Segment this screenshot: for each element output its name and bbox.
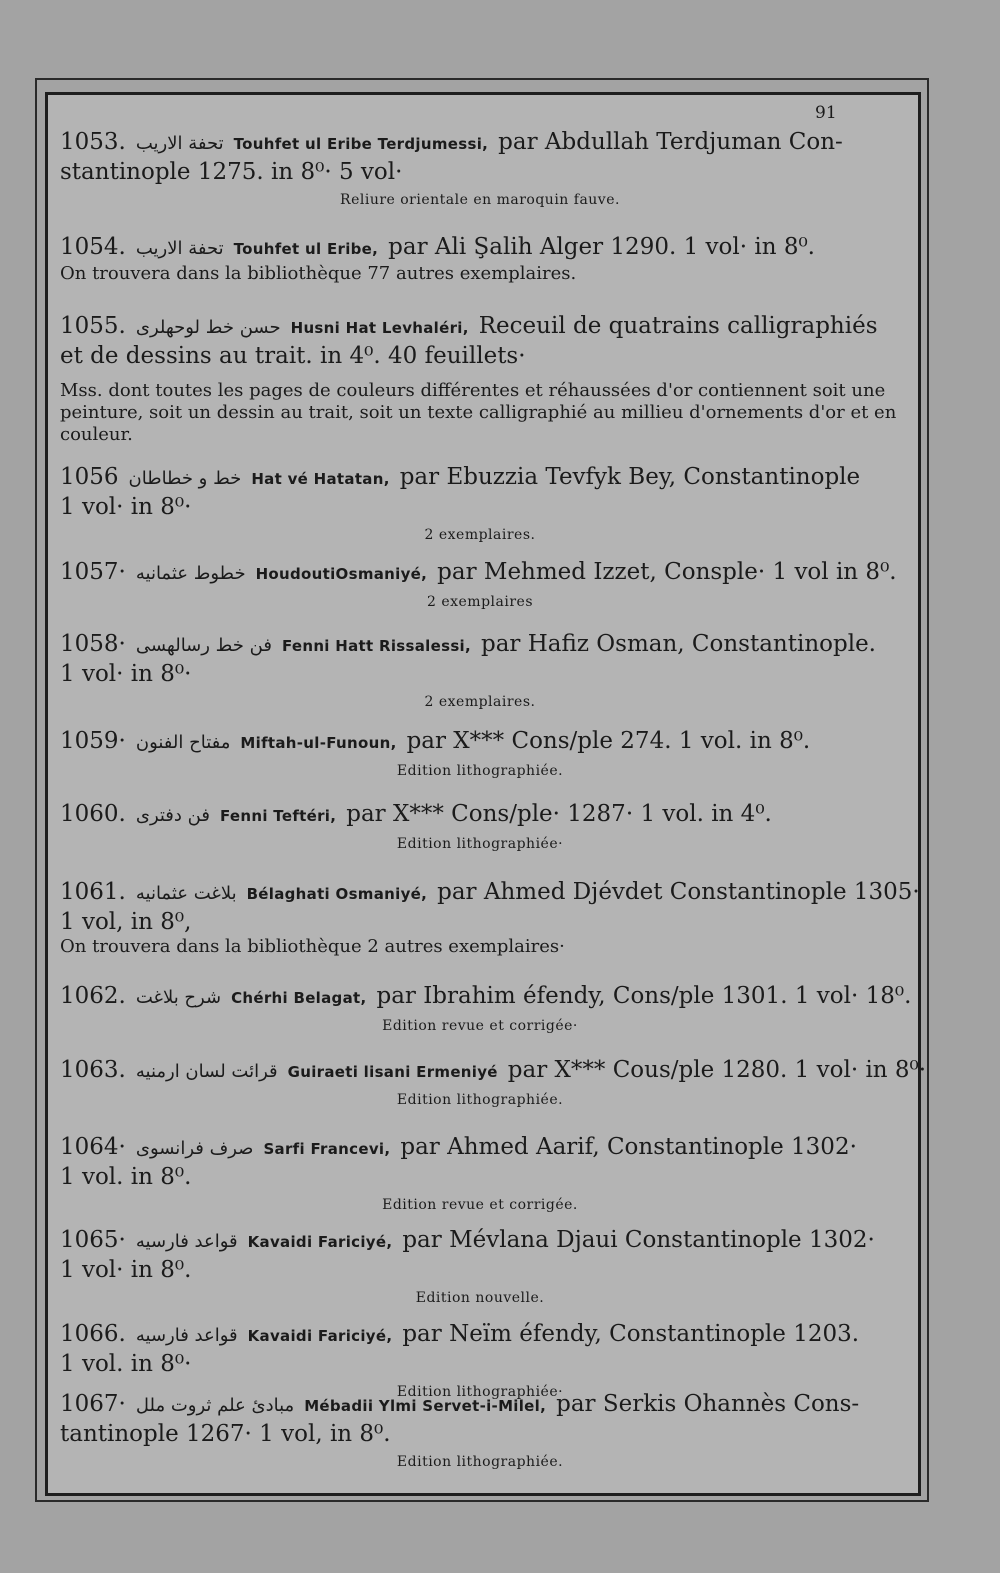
- entry-number: 1067·: [60, 1391, 126, 1417]
- entry-note: 2 exemplaires: [426, 594, 534, 610]
- entry-text: par Ali Şalih Alger 1290. 1 vol· in 8⁰.: [388, 234, 815, 260]
- transliterated-title: Guiraeti lisani Ermeniyé: [287, 1063, 498, 1081]
- entry-number: 1055.: [60, 313, 126, 339]
- entry-text: par Abdullah Terdjuman Con-: [498, 129, 843, 155]
- entry-note: Reliure orientale en maroquin fauve.: [340, 192, 620, 208]
- catalog-entry-1062: [60, 982, 912, 1034]
- entry-text: par Neïm éfendy, Constantinople 1203.: [402, 1321, 860, 1347]
- arabic-title: فن خط رسالهسی: [135, 635, 272, 656]
- entry-number: 1057·: [60, 559, 126, 585]
- arabic-title: مفتاح الفنون: [135, 732, 231, 753]
- entry-number: 1061.: [60, 879, 126, 905]
- transliterated-title: Fenni Hatt Rissalessi,: [281, 637, 471, 655]
- transliterated-title: Hat vé Hatatan,: [251, 470, 390, 488]
- catalog-entry-1056: [60, 463, 900, 543]
- page-number: 91: [815, 103, 837, 123]
- transliterated-title: Miftah-ul-Funoun,: [240, 734, 397, 752]
- arabic-title: قرائت لسان ارمنیه: [135, 1061, 278, 1082]
- entry-text: par Hafiz Osman, Constantinople.: [481, 631, 876, 657]
- transliterated-title: Kavaidi Fariciyé,: [247, 1327, 393, 1345]
- entry-number: 1060.: [60, 801, 126, 827]
- catalog-entry-1054: [60, 233, 900, 285]
- arabic-title: صرف فرانسوی: [135, 1138, 254, 1159]
- catalog-entry-1059: [60, 727, 900, 779]
- entry-note: Edition revue et corrigée·: [382, 1018, 578, 1034]
- catalog-entry-1064: [60, 1133, 900, 1213]
- entry-text: par Ibrahim éfendy, Cons/ple 1301. 1 vol· 18⁰.: [376, 983, 912, 1009]
- entry-text-continued: 1 vol. in 8⁰·: [60, 1351, 192, 1377]
- entry-text-continued: et de dessins au trait. in 4⁰. 40 feuillets·: [60, 343, 526, 369]
- transliterated-title: Bélaghati Osmaniyé,: [246, 885, 428, 903]
- entry-text: par X*** Cous/ple 1280. 1 vol· in 8⁰·: [507, 1057, 927, 1083]
- entry-text-continued: 1 vol· in 8⁰.: [60, 1257, 192, 1283]
- transliterated-title: Mébadii Ylmi Servet-i-Milel,: [304, 1397, 547, 1415]
- entry-number: 1056: [60, 464, 119, 490]
- entry-number: 1053.: [60, 129, 126, 155]
- catalog-entry-1060: [60, 800, 900, 852]
- entry-number: 1064·: [60, 1134, 126, 1160]
- entry-text-continued: 1 vol· in 8⁰·: [60, 494, 192, 520]
- catalog-entry-1058: [60, 630, 900, 710]
- arabic-title: خط و خطاطان: [128, 468, 242, 489]
- entry-text: par Ebuzzia Tevfyk Bey, Constantinople: [399, 464, 861, 490]
- catalog-entry-1061: [60, 878, 920, 958]
- entry-number: 1059·: [60, 728, 126, 754]
- entry-note: 2 exemplaires.: [424, 694, 536, 710]
- entry-text-continued: stantinople 1275. in 8⁰· 5 vol·: [60, 159, 403, 185]
- entry-note: Edition revue et corrigée.: [382, 1197, 578, 1213]
- transliterated-title: Fenni Teftéri,: [219, 807, 337, 825]
- catalog-entry-1063: [60, 1056, 927, 1108]
- transliterated-title: Touhfet ul Eribe,: [233, 240, 379, 258]
- entry-note: Edition nouvelle.: [415, 1290, 545, 1306]
- catalog-entry-1053: [60, 128, 900, 208]
- arabic-title: تحفة الاريب: [135, 238, 224, 259]
- arabic-title: فن دفتری: [135, 805, 210, 826]
- entry-note: Edition lithographiée.: [396, 763, 564, 779]
- entry-note: On trouvera dans la bibliothèque 2 autres exemplaires·: [60, 936, 565, 957]
- entry-text-continued: tantinople 1267· 1 vol, in 8⁰.: [60, 1421, 391, 1447]
- entry-note: Mss. dont toutes les pages de couleurs différentes et réhaussées d'or contiennent soit une peinture, soit un dessin au trait, soit un texte calligraphié au millieu d'ornements d'or et en couleur.: [60, 380, 897, 445]
- catalog-entry-1065: [60, 1226, 900, 1306]
- transliterated-title: Kavaidi Fariciyé,: [247, 1233, 393, 1251]
- catalog-entry-1067: [60, 1390, 900, 1470]
- arabic-title: قواعد فارسیه: [135, 1325, 238, 1346]
- entry-note: Edition lithographiée.: [396, 1454, 564, 1470]
- transliterated-title: Chérhi Belagat,: [231, 989, 367, 1007]
- entry-number: 1065·: [60, 1227, 126, 1253]
- catalog-entry-1057: [60, 558, 900, 610]
- transliterated-title: HoudoutiOsmaniyé,: [255, 565, 428, 583]
- arabic-title: تحفة الاريب: [135, 133, 224, 154]
- entry-number: 1063.: [60, 1057, 126, 1083]
- entry-text-continued: 1 vol. in 8⁰.: [60, 1164, 192, 1190]
- arabic-title: مبادئ علم ثروت ملل: [135, 1395, 295, 1416]
- entry-note: Edition lithographiée·: [396, 1384, 564, 1400]
- entry-text: par X*** Cons/ple· 1287· 1 vol. in 4⁰.: [346, 801, 772, 827]
- entry-note: 2 exemplaires.: [424, 527, 536, 543]
- catalog-entry-1055: [60, 312, 900, 446]
- entry-note: Edition lithographiée.: [396, 1092, 564, 1108]
- entry-text: par X*** Cons/ple 274. 1 vol. in 8⁰.: [406, 728, 811, 754]
- transliterated-title: Sarfi Francevi,: [263, 1140, 391, 1158]
- entry-text: par Mehmed Izzet, Consple· 1 vol in 8⁰.: [437, 559, 897, 585]
- entry-note: Edition lithographiée·: [396, 836, 564, 852]
- arabic-title: حسن خط لوحهلری: [135, 317, 281, 338]
- entry-text-continued: 1 vol· in 8⁰·: [60, 661, 192, 687]
- entry-number: 1058·: [60, 631, 126, 657]
- entry-text: par Serkis Ohannès Cons-: [556, 1391, 860, 1417]
- transliterated-title: Husni Hat Levhaléri,: [290, 319, 469, 337]
- entry-number: 1062.: [60, 983, 126, 1009]
- arabic-title: قواعد فارسیه: [135, 1231, 238, 1252]
- entry-text: par Ahmed Djévdet Constantinople 1305·: [437, 879, 920, 905]
- transliterated-title: Touhfet ul Eribe Terdjumessi,: [233, 135, 489, 153]
- entry-text: par Mévlana Djaui Constantinople 1302·: [402, 1227, 875, 1253]
- entry-text-continued: 1 vol, in 8⁰,: [60, 909, 192, 935]
- entry-number: 1054.: [60, 234, 126, 260]
- entry-number: 1066.: [60, 1321, 126, 1347]
- entry-text: par Ahmed Aarif, Constantinople 1302·: [400, 1134, 857, 1160]
- catalog-entry-1066: [60, 1320, 900, 1400]
- arabic-title: خطوط عثمانیه: [135, 563, 246, 584]
- arabic-title: شرح بلاغت: [135, 987, 222, 1008]
- entry-text: Receuil de quatrains calligraphiés: [478, 313, 878, 339]
- entry-text-continued: On trouvera dans la bibliothèque 77 autres exemplaires.: [60, 263, 577, 284]
- arabic-title: بلاغت عثمانیه: [135, 883, 237, 904]
